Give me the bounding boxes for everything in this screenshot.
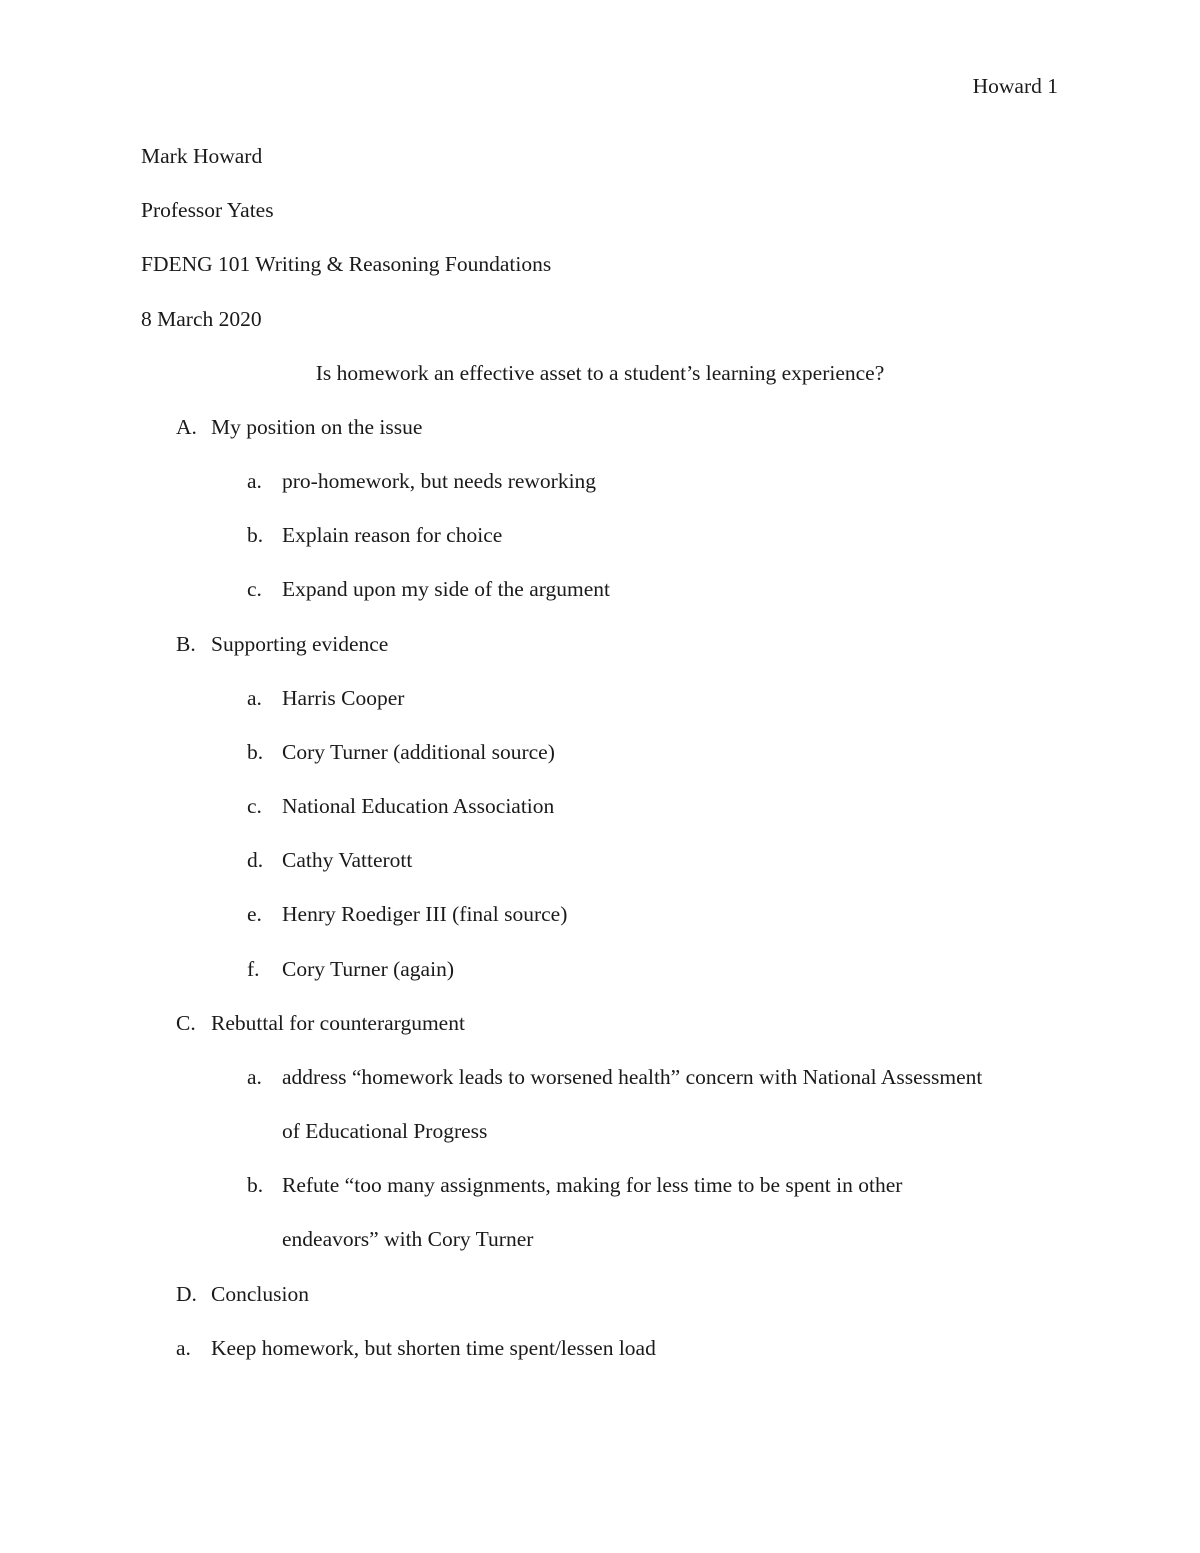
list-item: Expand upon my side of the argument [282, 577, 611, 601]
list-item: Refute “too many assignments, making for less time to be spent in other [282, 1173, 903, 1197]
list-marker: b. [247, 1173, 264, 1197]
outline-marker: D. [176, 1282, 197, 1306]
outline-section-c: Rebuttal for counterargument [211, 1011, 465, 1035]
list-marker: b. [247, 740, 264, 764]
list-item: Cathy Vatterott [282, 848, 413, 872]
list-item-continuation: of Educational Progress [282, 1119, 488, 1143]
outline-marker: A. [176, 415, 197, 439]
list-item: Harris Cooper [282, 686, 405, 710]
list-marker: a. [247, 469, 262, 493]
list-item: Explain reason for choice [282, 523, 503, 547]
running-header: Howard 1 [972, 74, 1058, 98]
instructor-name: Professor Yates [141, 198, 274, 222]
list-item: Cory Turner (additional source) [282, 740, 555, 764]
list-item: Keep homework, but shorten time spent/lessen load [211, 1336, 656, 1360]
list-marker: a. [247, 686, 262, 710]
list-marker: c. [247, 794, 262, 818]
list-marker: c. [247, 577, 262, 601]
author-name: Mark Howard [141, 144, 263, 168]
list-marker: d. [247, 848, 264, 872]
list-item: Henry Roediger III (final source) [282, 902, 568, 926]
list-marker: a. [247, 1065, 262, 1089]
course-name: FDENG 101 Writing & Reasoning Foundations [141, 252, 552, 276]
list-marker: e. [247, 902, 262, 926]
list-item: address “homework leads to worsened health” concern with National Assessment [282, 1065, 983, 1089]
list-marker: a. [176, 1336, 191, 1360]
list-item: National Education Association [282, 794, 555, 818]
list-item: Cory Turner (again) [282, 957, 454, 981]
outline-marker: B. [176, 632, 196, 656]
outline-section-d: Conclusion [211, 1282, 309, 1306]
list-item: pro-homework, but needs reworking [282, 469, 597, 493]
outline-marker: C. [176, 1011, 196, 1035]
outline-section-b: Supporting evidence [211, 632, 389, 656]
list-marker: f. [247, 957, 260, 981]
outline-section-a: My position on the issue [211, 415, 423, 439]
document-title: Is homework an effective asset to a student’s learning experience? [315, 361, 885, 385]
date: 8 March 2020 [141, 307, 262, 331]
list-marker: b. [247, 523, 264, 547]
list-item-continuation: endeavors” with Cory Turner [282, 1227, 534, 1251]
